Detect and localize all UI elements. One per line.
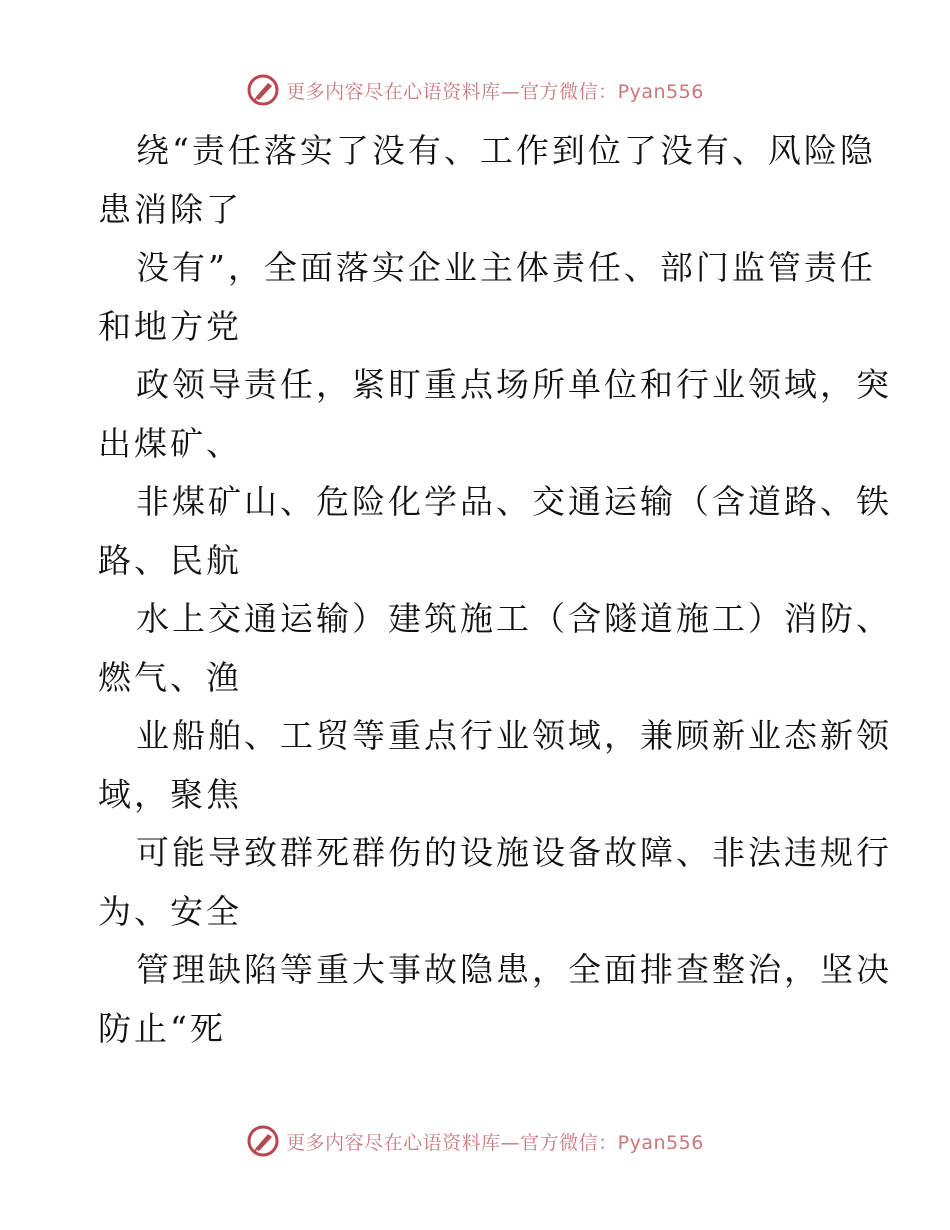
- header-banner: [0, 70, 950, 110]
- paragraph-line: 业船舶、工贸等重点行业领域，兼顾新业态新领: [136, 716, 892, 755]
- paragraph-5: [98, 590, 892, 707]
- paragraph-tail: 患消除了: [98, 189, 242, 229]
- paragraph-6: [98, 707, 892, 824]
- paragraph-tail: 和地方党: [98, 306, 242, 346]
- document-body: [98, 122, 892, 1058]
- footer-banner: [0, 1121, 950, 1161]
- paragraph-tail: 域，聚焦: [98, 774, 242, 814]
- paragraph-8: [98, 941, 892, 1058]
- paragraph-line: 水上交通运输）建筑施工（含隧道施工）消防、: [136, 599, 892, 638]
- header-banner-text: 更多内容尽在心语资料库—官方微信：Pyan556: [286, 80, 704, 103]
- paragraph-2: [98, 239, 876, 356]
- paragraph-line: 绕“责任落实了没有、工作到位了没有、风险隐: [136, 131, 876, 170]
- paragraph-tail: 为、安全: [98, 891, 242, 931]
- pen-logo-icon: [246, 73, 280, 107]
- paragraph-line: 可能导致群死群伤的设施设备故障、非法违规行: [136, 833, 892, 872]
- paragraph-line: 非煤矿山、危险化学品、交通运输（含道路、铁: [136, 482, 892, 521]
- paragraph-tail: 路、民航: [98, 540, 242, 580]
- paragraph-7: [98, 824, 892, 941]
- paragraph-tail: 燃气、渔: [98, 657, 242, 697]
- paragraph-line: 没有”，全面落实企业主体责任、部门监管责任: [136, 248, 876, 287]
- footer-banner-text: 更多内容尽在心语资料库—官方微信：Pyan556: [286, 1131, 704, 1154]
- paragraph-line: 政领导责任，紧盯重点场所单位和行业领域，突: [136, 365, 892, 404]
- paragraph-1: [98, 122, 876, 239]
- paragraph-4: [98, 473, 892, 590]
- paragraph-tail: 防止“死: [98, 1008, 226, 1048]
- paragraph-line: 管理缺陷等重大事故隐患，全面排查整治，坚决: [136, 950, 892, 989]
- paragraph-3: [98, 356, 892, 473]
- pen-logo-icon: [246, 1124, 280, 1158]
- paragraph-tail: 出煤矿、: [98, 423, 242, 463]
